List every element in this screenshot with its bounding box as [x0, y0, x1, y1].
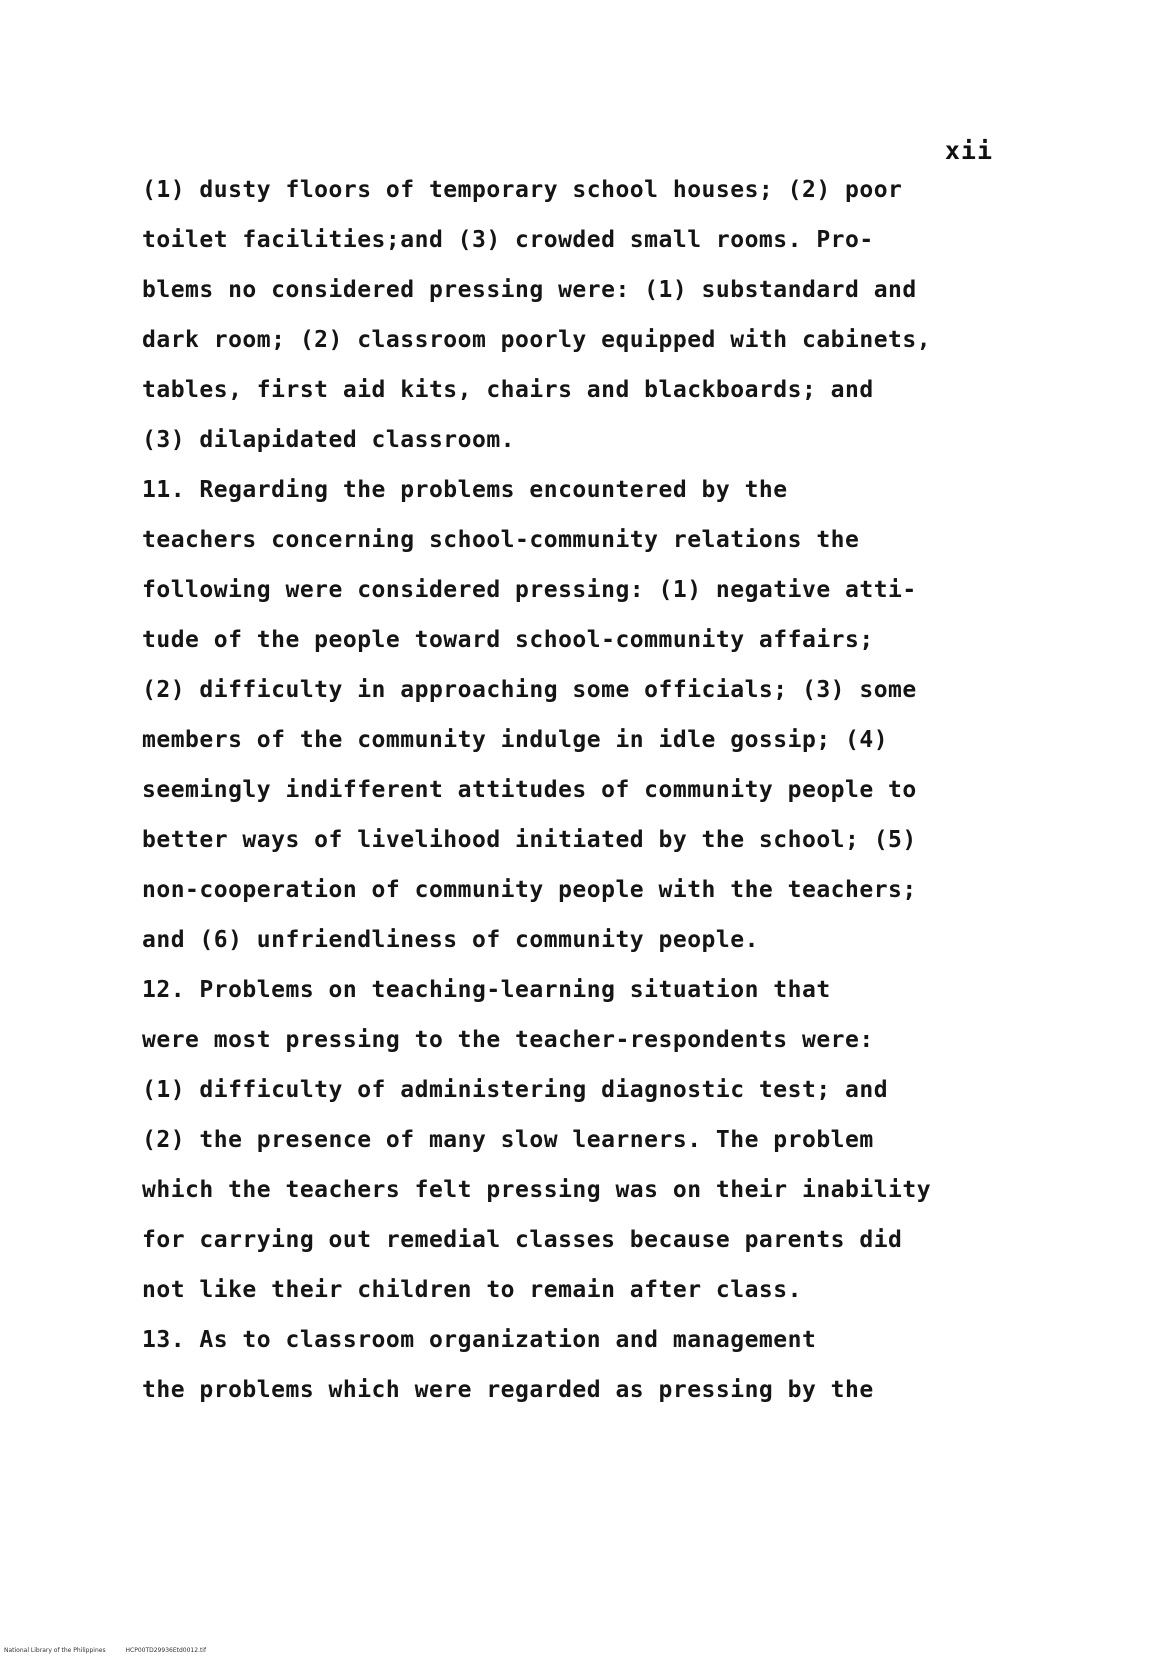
text-line: tude of the people toward school-community affairs;	[142, 627, 874, 653]
scan-footer	[4, 1647, 224, 1654]
text-line: seemingly indifferent attitudes of community people to	[142, 777, 917, 803]
text-line: (1) difficulty of administering diagnostic test; and	[142, 1077, 889, 1103]
text-line: not like their children to remain after class.	[142, 1277, 802, 1303]
text-line: (2) the presence of many slow learners. The problem	[142, 1127, 874, 1153]
text-line: better ways of livelihood initiated by the school; (5)	[142, 827, 917, 853]
text-line: following were considered pressing: (1) negative atti-	[142, 577, 917, 603]
footer-library: National Library of the Philippines	[4, 1647, 106, 1654]
text-line: (1) dusty floors of temporary school houses; (2) poor	[142, 177, 903, 203]
text-line: dark room; (2) classroom poorly equipped with cabinets,	[142, 327, 932, 353]
text-line: for carrying out remedial classes because parents did	[142, 1227, 903, 1253]
page-number: xii	[944, 136, 993, 165]
text-line: 13. As to classroom organization and management	[142, 1327, 817, 1353]
text-line: (3) dilapidated classroom.	[142, 427, 516, 453]
text-line: tables, first aid kits, chairs and blackboards; and	[142, 377, 874, 403]
text-line: teachers concerning school-community relations the	[142, 527, 860, 553]
text-line: which the teachers felt pressing was on their inability	[142, 1177, 932, 1203]
text-line: and (6) unfriendliness of community people.	[142, 927, 759, 953]
text-line: 12. Problems on teaching-learning situation that	[142, 977, 831, 1003]
text-line: 11. Regarding the problems encountered by the	[142, 477, 788, 503]
text-line: the problems which were regarded as pressing by the	[142, 1377, 874, 1403]
text-line: toilet facilities;and (3) crowded small rooms. Pro-	[142, 227, 874, 253]
text-line: non-cooperation of community people with the teachers;	[142, 877, 917, 903]
footer-file: HCP00TD29936Etd0012.tif	[125, 1647, 207, 1654]
text-line: members of the community indulge in idle gossip; (4)	[142, 727, 889, 753]
text-line: (2) difficulty in approaching some officials; (3) some	[142, 677, 917, 703]
text-line: blems no considered pressing were: (1) substandard and	[142, 277, 917, 303]
text-line: were most pressing to the teacher-respondents were:	[142, 1027, 874, 1053]
